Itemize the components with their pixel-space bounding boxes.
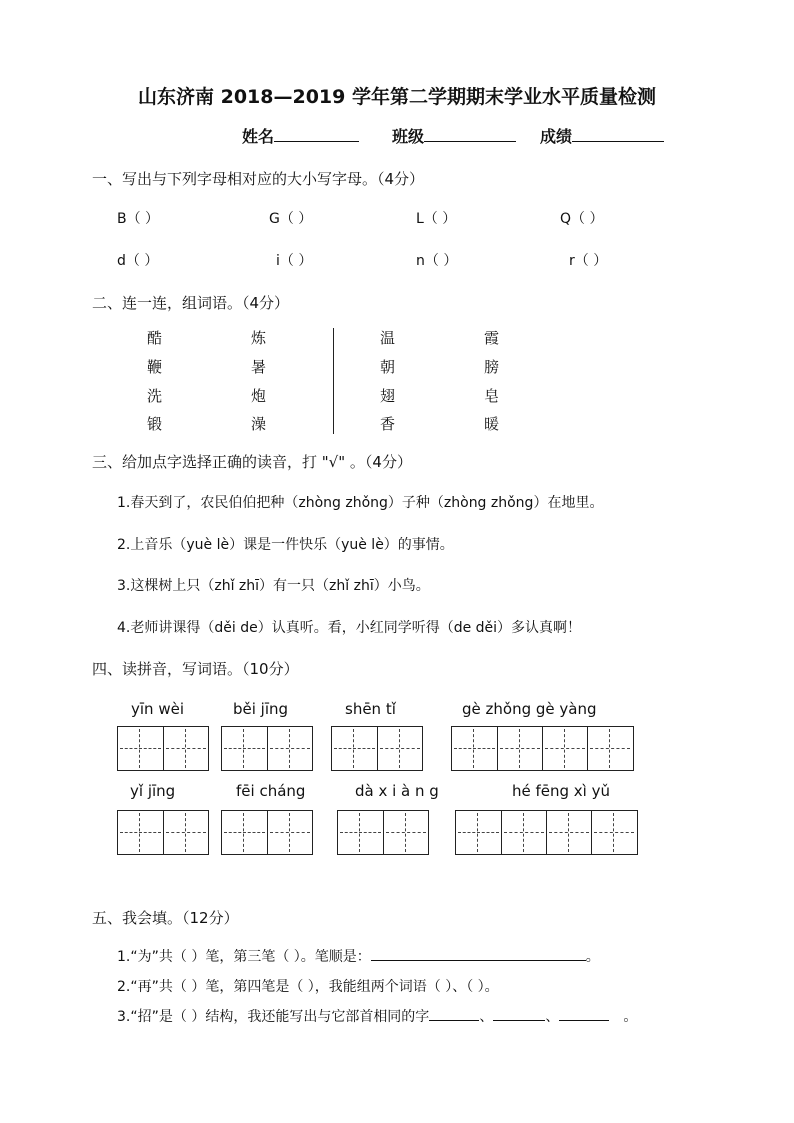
fill-item-2: 2.“再”共（ ）笔，第四笔是（ ），我能组两个词语（ ）、（ ）。 [117,979,499,995]
score-blank[interactable] [572,125,664,142]
letter-item: d（ ） [117,253,159,269]
char-blank[interactable] [559,1006,609,1021]
score-field [540,124,664,147]
word-char: 香 [380,415,396,433]
fill-text: 3.“招”是（ ）结构，我还能写出与它部首相同的字 [117,1009,430,1025]
fill-item-1 [117,946,600,966]
writing-grid[interactable] [451,726,634,771]
word-char: 炮 [251,387,267,405]
word-char: 暑 [251,358,267,376]
word-char: 锻 [147,415,163,433]
word-char: 翅 [380,387,396,405]
fill-text: 1.“为”共（ ）笔，第三笔（ ）。笔顺是： [117,949,371,965]
section1-heading: 一、写出与下列字母相对应的大小写字母。（4分） [92,170,425,188]
class-field [392,124,516,147]
divider-line [333,328,334,434]
section4-heading: 四、读拼音，写词语。（10分） [92,660,299,678]
word-char: 霞 [484,329,500,347]
letter-item: L（ ） [416,211,457,227]
question-item: 3.这棵树上只（zhǐ zhī）有一只（zhǐ zhī）小鸟。 [117,578,430,594]
section2-heading: 二、连一连，组词语。（4分） [92,294,290,312]
pinyin-label: gè zhǒng gè yàng [462,700,597,718]
letter-item: i（ ） [276,253,313,269]
page-title: 山东济南 2018—2019 学年第二学期期末学业水平质量检测 [138,86,656,108]
name-label: 姓名 [242,127,275,146]
name-field [242,124,359,147]
word-char: 酷 [147,329,163,347]
fill-text: 、 [545,1009,560,1025]
question-item: 4.老师讲课得（děi de）认真听。看，小红同学听得（de děi）多认真啊！ [117,620,582,636]
word-char: 洗 [147,387,163,405]
class-label: 班级 [392,127,425,146]
section3-heading: 三、给加点字选择正确的读音，打 "√" 。（4分） [92,453,412,471]
pinyin-label: shēn tǐ [345,700,396,718]
question-item: 1.春天到了，农民伯伯把种（zhòng zhǒng）子种（zhòng zhǒng）在地里。 [117,495,604,511]
fill-text: 。 [585,949,600,965]
word-char: 鞭 [147,358,163,376]
writing-grid[interactable] [337,810,429,855]
question-item: 2.上音乐（yuè lè）课是一件快乐（yuè lè）的事情。 [117,537,454,553]
char-blank[interactable] [493,1006,545,1021]
pinyin-label: yǐ jīng [130,782,176,800]
letter-item: Q（ ） [560,211,604,227]
pinyin-label: dà x i à n g [355,782,439,800]
class-blank[interactable] [424,125,516,142]
writing-grid[interactable] [221,726,313,771]
letter-item: r（ ） [569,253,608,269]
letter-item: n（ ） [416,253,458,269]
score-label: 成绩 [540,127,573,146]
fill-item-3 [117,1006,637,1026]
pinyin-label: fēi cháng [236,782,306,800]
word-char: 澡 [251,415,267,433]
word-char: 膀 [484,358,500,376]
word-char: 温 [380,329,396,347]
pinyin-label: yīn wèi [131,700,184,718]
fill-text: 。 [623,1009,638,1025]
writing-grid[interactable] [117,810,209,855]
writing-grid[interactable] [221,810,313,855]
name-blank[interactable] [274,125,359,142]
word-char: 皂 [484,387,500,405]
char-blank[interactable] [429,1006,479,1021]
stroke-order-blank[interactable] [371,946,586,961]
fill-text: 、 [479,1009,494,1025]
word-char: 朝 [380,358,396,376]
writing-grid[interactable] [117,726,209,771]
writing-grid[interactable] [331,726,423,771]
pinyin-label: běi jīng [233,700,289,718]
letter-item: G（ ） [269,211,313,227]
writing-grid[interactable] [455,810,638,855]
letter-item: B（ ） [117,211,160,227]
pinyin-label: hé fēng xì yǔ [512,782,611,800]
word-char: 暖 [484,415,500,433]
word-char: 炼 [251,329,267,347]
section5-heading: 五、我会填。（12分） [92,909,239,927]
